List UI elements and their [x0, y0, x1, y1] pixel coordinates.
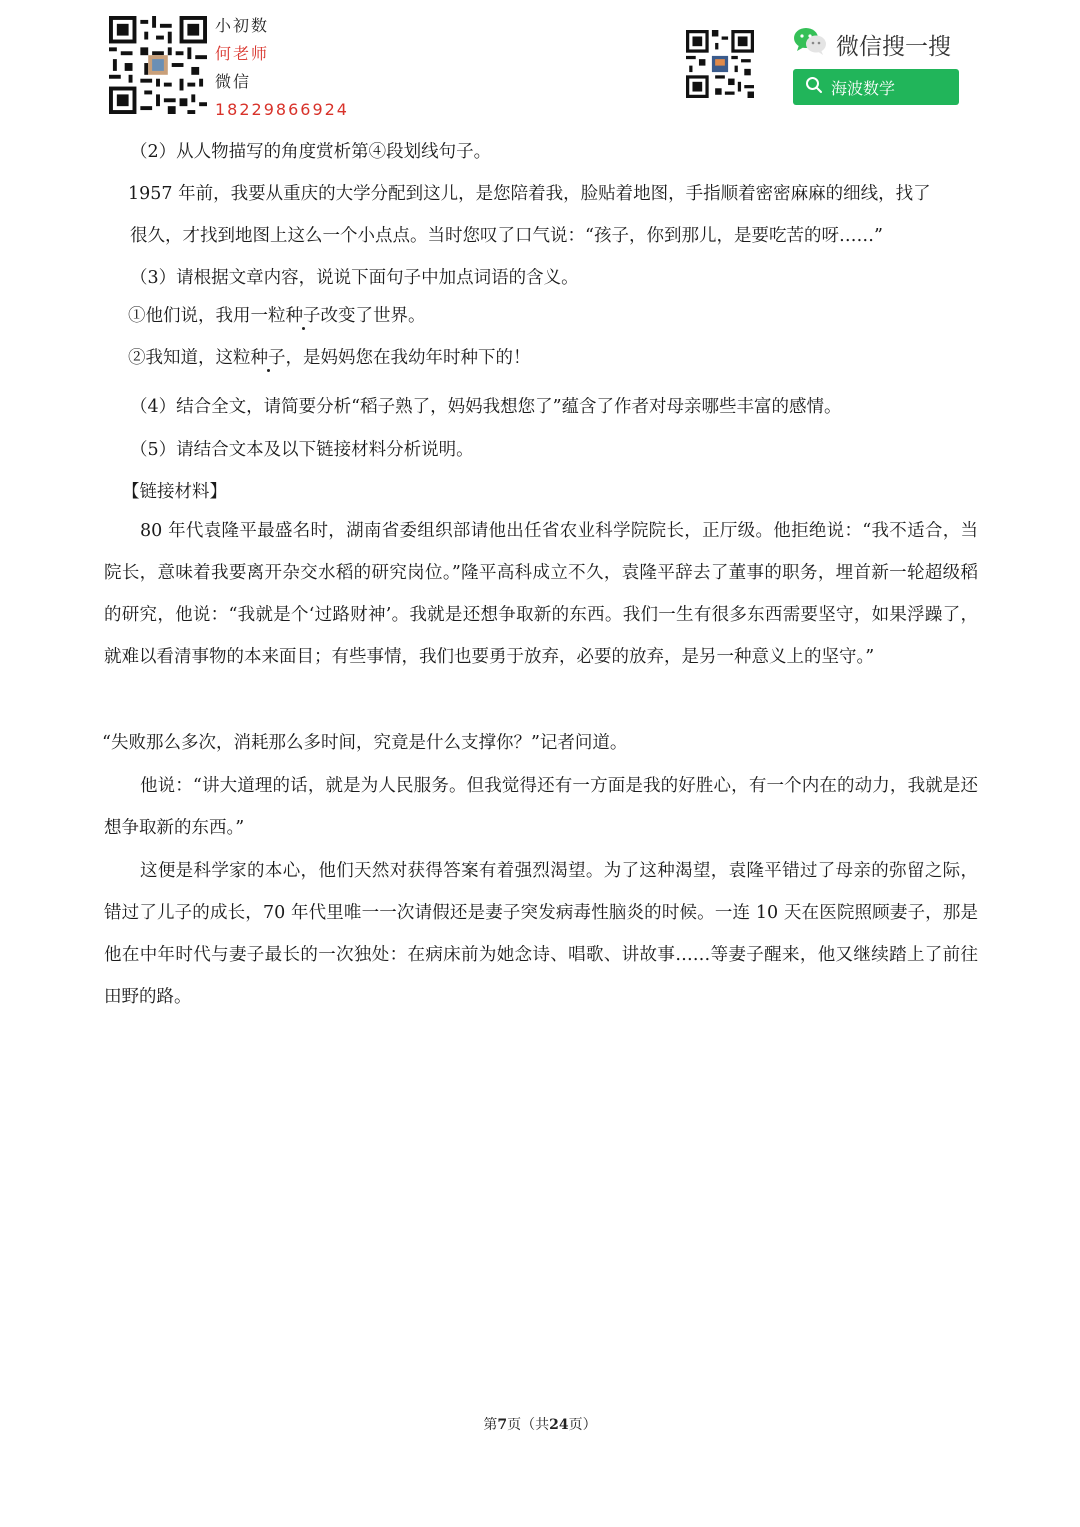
sentence-1-emphasized-word: 种子 [286, 302, 321, 327]
question-3-sentence-2 [128, 344, 531, 369]
wechat-logo-icon [792, 26, 828, 62]
wechat-search-title [792, 26, 951, 62]
question-3-sentence-1 [128, 302, 426, 327]
contact-qr-code-icon [108, 16, 208, 114]
contact-info [215, 12, 349, 124]
account-name: 海波数学 [831, 78, 896, 98]
page-footer [0, 1414, 1080, 1434]
page-header [0, 0, 1080, 130]
question-2-quote-line-1: 1957 年前，我要从重庆的大学分配到这儿，是您陪着我，脸贴着地图，手指顺着密密麻麻的细线，找了 [128, 184, 931, 204]
question-2: （2）从人物描写的角度赏析第④段划线句子。 [130, 142, 492, 162]
question-4: （4）结合全文，请简要分析“稻子熟了，妈妈我想您了”蕴含了作者对母亲哪些丰富的感情。 [130, 397, 842, 417]
account-search-button[interactable] [793, 69, 959, 105]
account-qr-code-icon [686, 30, 754, 98]
footer-suffix: 页） [568, 1417, 597, 1433]
sentence-2-before: ②我知道，这粒 [128, 348, 251, 368]
footer-middle: 页（共 [507, 1417, 550, 1433]
question-2-quote-line-2: 很久，才找到地图上这么一个小点点。当时您叹了口气说：“孩子，你到那儿，是要吃苦的呀……” [130, 226, 883, 246]
material-paragraph-1: 80 年代袁隆平最盛名时，湖南省委组织部请他出任省农业科学院院长，正厅级。他拒绝说：“我不适合，当院长，意味着我要离开杂交水稻的研究岗位。”隆平高科成立不久，袁隆平辞去了董事的职务，埋首新一轮超级稻的研究，他说：“我就是个‘过路财神’。我就是还想争取新的东西。我们一生有很多东西需要坚守，如果浮躁了，就难以看清事物的本来面目；有些事情，我们也要勇于放弃，必要的放弃，是另一种意义上的坚守。” [104, 521, 978, 667]
question-3: （3）请根据文章内容，说说下面句子中加点词语的含义。 [130, 268, 579, 288]
contact-phone: 18229866924 [215, 100, 349, 119]
material-paragraph-3: 他说：“讲大道理的话，就是为人民服务。但我觉得还有一方面是我的好胜心，有一个内在的动力，我就是还想争取新的东西。” [104, 776, 978, 838]
sentence-1-after: 改变了世界。 [320, 306, 426, 326]
footer-page-number: 7 [497, 1417, 508, 1433]
material-paragraph-2: “失败那么多次，消耗那么多时间，究竟是什么支撑你？”记者问道。 [102, 733, 628, 753]
contact-title: 小初数 [215, 16, 270, 35]
contact-wechat-label: 微信 [215, 72, 252, 91]
sentence-1-before: ①他们说，我用一粒 [128, 306, 286, 326]
material-paragraph-4: 这便是科学家的本心，他们天然对获得答案有着强烈渴望。为了这种渴望，袁隆平错过了母亲的弥留之际，错过了儿子的成长，70 年代里唯一一次请假还是妻子突发病毒性脑炎的时候。一连 10 天在医院照顾妻子，那是他在中年时代与妻子最长的一次独处：在病床前为她念诗、唱歌、讲故事……等妻子醒来，他又继续踏上了前往田野的路。 [104, 861, 978, 1007]
sentence-2-emphasized-word: 种子 [251, 344, 286, 369]
sentence-2-after: ，是妈妈您在我幼年时种下的！ [285, 348, 531, 368]
search-icon [805, 76, 823, 98]
wechat-search-label: 微信搜一搜 [836, 33, 951, 60]
contact-name: 何老师 [215, 44, 270, 63]
question-5: （5）请结合文本及以下链接材料分析说明。 [130, 440, 474, 460]
footer-total-pages: 24 [549, 1417, 569, 1433]
footer-prefix: 第 [483, 1417, 498, 1433]
material-heading: 【链接材料】 [122, 482, 227, 502]
